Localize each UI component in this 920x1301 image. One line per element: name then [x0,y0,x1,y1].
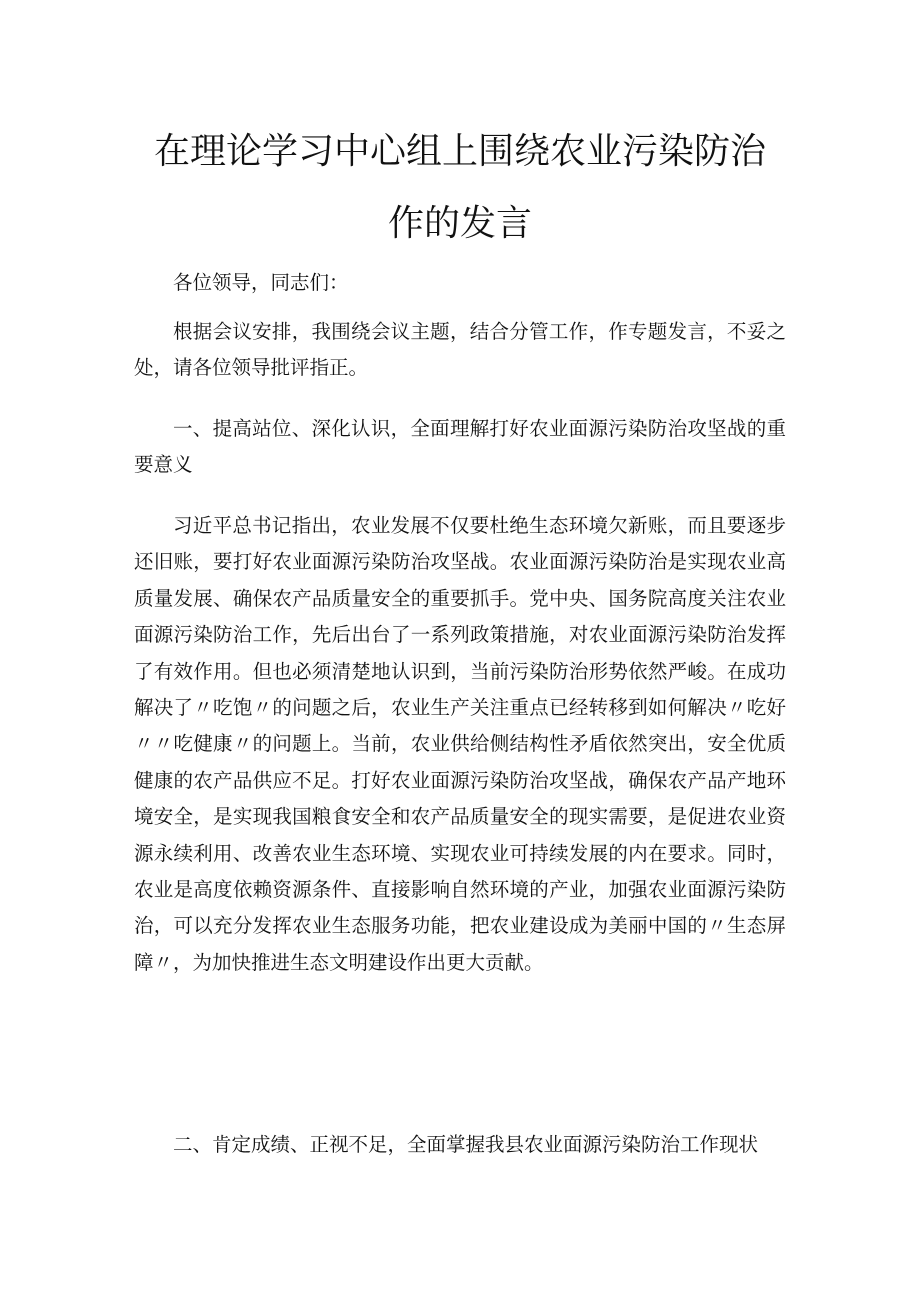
section-heading-1: 一、提高站位、深化认识，全面理解打好农业面源污染防治攻坚战的重要意义 [134,417,786,477]
document-title-line-1: 在理论学习中心组上围绕农业污染防治 [153,131,766,172]
document-title-line-2: 作的发言 [387,203,532,244]
paragraph-body-1: 习近平总书记指出，农业发展不仅要杜绝生态环境欠新账，而且要逐步还旧账，要打好农业面源污染防治攻坚战。农业面源污染防治是实现农业高质量发展、确保农产品质量安全的重要抓手。党中央、国务院高度关注农业面源污染防治工作，先后出台了一系列政策措施，对农业面源污染防治发挥了有效作用。但也必须清楚地认识到，当前污染防治形势依然严峻。在成功解决了〃吃饱〃的问题之后，农业生产关注重点已经转移到如何解决〃吃好〃〃吃健康〃的问题上。当前，农业供给侧结构性矛盾依然突出，安全优质健康的农产品供应不足。打好农业面源污染防治攻坚战，确保农产品产地环境安全，是实现我国粮食安全和农产品质量安全的现实需要，是促进农业资源永续利用、改善农业生态环境、实现农业可持续发展的内在要求。同时，农业是高度依赖资源条件、直接影响自然环境的产业，加强农业面源污染防治，可以充分发挥农业生态服务功能，把农业建设成为美丽中国的〃生态屏障〃，为加快推进生态文明建设作出更大贡献。 [134,514,786,974]
salutation: 各位领导，同志们： [173,271,349,294]
paragraph-intro: 根据会议安排，我围绕会议主题，结合分管工作，作专题发言，不妥之处，请各位领导批评指正。 [134,320,786,380]
section-heading-2: 二、肯定成绩、正视不足，全面掌握我县农业面源污染防治工作现状 [173,1133,759,1156]
